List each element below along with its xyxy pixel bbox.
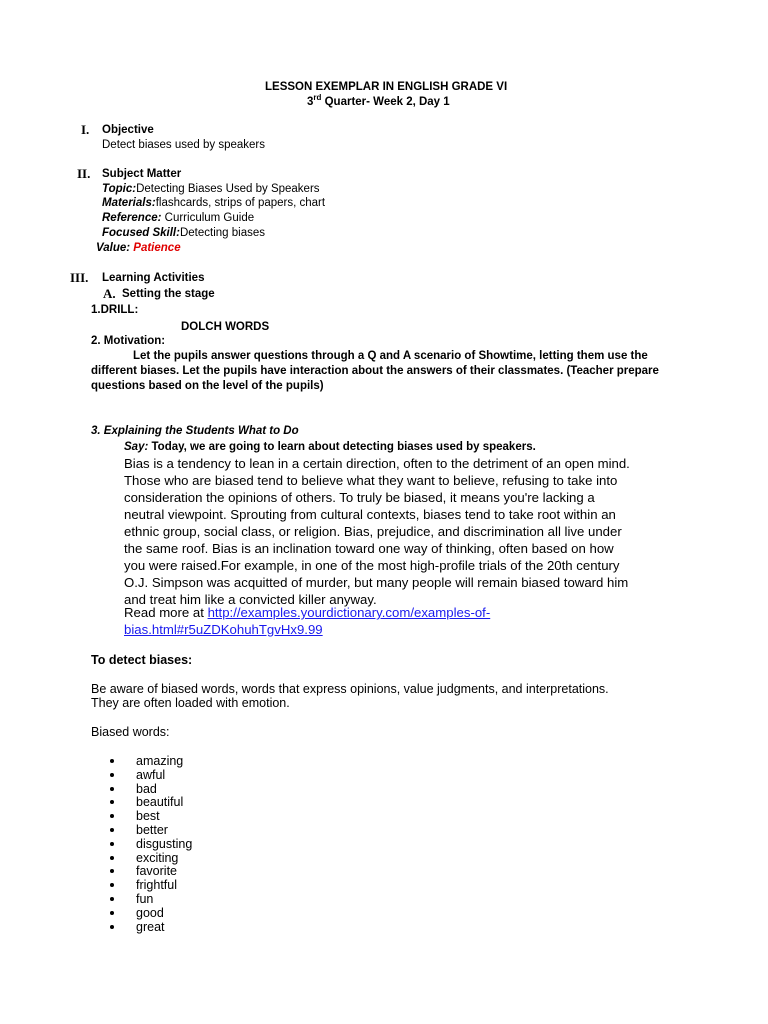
list-item: better	[136, 823, 168, 837]
bullet-dot-icon	[110, 897, 114, 901]
learning-activities-numeral: III.	[70, 270, 89, 285]
focused-skill-line: Focused Skill:Detecting biases	[102, 227, 265, 239]
objective-numeral: I.	[81, 122, 90, 137]
learning-activities-heading: Learning Activities	[102, 272, 205, 284]
biased-words-label: Biased words:	[91, 725, 170, 739]
document-title: LESSON EXEMPLAR IN ENGLISH GRADE VI	[265, 81, 508, 93]
bullet-dot-icon	[110, 759, 114, 763]
bullet-dot-icon	[110, 925, 114, 929]
motivation-line-2: different biases. Let the pupils have interaction about the answers of their classmates. (Teacher prepare	[91, 365, 659, 377]
subject-matter-heading: Subject Matter	[102, 168, 182, 180]
read-more-link-continued[interactable]: bias.html#r5uZDKohuhTgvHx9.99	[124, 622, 323, 637]
bias-line-6: the same roof. Bias is an inclination toward one way of thinking, often based on how	[124, 541, 614, 556]
bullet-dot-icon	[110, 814, 114, 818]
objective-heading: Objective	[102, 124, 154, 136]
list-item: best	[136, 809, 160, 824]
drill-content: DOLCH WORDS	[181, 321, 270, 333]
sub-a-letter: A.	[103, 286, 116, 301]
motivation-label: 2. Motivation:	[91, 335, 166, 347]
subject-matter-numeral: II.	[77, 166, 91, 181]
read-more-line: Read more at http://examples.yourdictionary.com/examples-of-	[124, 605, 491, 620]
list-item: great	[136, 919, 165, 934]
list-item: fun	[136, 892, 154, 906]
list-item: good	[136, 905, 164, 920]
bullet-dot-icon	[110, 883, 114, 887]
say-line: Say: Today, we are going to learn about detecting biases used by speakers.	[124, 441, 536, 453]
bullet-dot-icon	[110, 869, 114, 873]
bias-line-3: consideration the opinions of others. To truly be biased, it means you're lacking a	[124, 490, 595, 505]
list-item: awful	[136, 767, 166, 782]
explaining-heading: 3. Explaining the Students What to Do	[91, 425, 299, 437]
list-item: bad	[136, 781, 157, 796]
read-more-link[interactable]: http://examples.yourdictionary.com/examples-of-	[207, 605, 491, 620]
value-patience: Patience	[133, 242, 181, 254]
list-item: beautiful	[136, 795, 184, 810]
bias-line-5: ethnic group, social class, or religion. Bias, prejudice, and discrimination all live under	[124, 524, 622, 539]
list-item: exciting	[136, 850, 179, 865]
topic-line: Topic:Detecting Biases Used by Speakers	[102, 183, 320, 195]
drill-label: 1.DRILL:	[91, 304, 139, 316]
bullet-dot-icon	[110, 787, 114, 791]
reference-line: Reference: Curriculum Guide	[102, 212, 255, 224]
bias-line-1: Bias is a tendency to lean in a certain direction, often to the detriment of an open mind.	[124, 456, 630, 471]
bias-line-4: neutral viewpoint. Sprouting from cultural contexts, biases tend to take root within an	[124, 507, 616, 522]
setting-the-stage: Setting the stage	[122, 288, 215, 300]
materials-line: Materials:flashcards, strips of papers, chart	[102, 197, 326, 209]
bias-line-9: and treat him like a convicted killer anyway.	[124, 592, 377, 607]
detect-heading: To detect biases:	[91, 653, 193, 667]
motivation-line-3: questions based on the level of the pupils)	[91, 380, 324, 392]
bullet-dot-icon	[110, 800, 114, 804]
bullet-dot-icon	[110, 856, 114, 860]
value-line: Value: Patience	[96, 242, 181, 254]
read-more-link-cont	[124, 622, 323, 639]
bullet-dot-icon	[110, 828, 114, 832]
motivation-line-1: Let the pupils answer questions through a Q and A scenario of Showtime, letting them use the	[133, 350, 648, 362]
quarter-line: 3rd Quarter- Week 2, Day 1	[307, 93, 450, 108]
list-item: favorite	[136, 864, 177, 879]
bullet-dot-icon	[110, 773, 114, 777]
bias-line-2: Those who are biased tend to believe what they want to believe, refusing to take into	[124, 473, 618, 488]
list-item: amazing	[136, 754, 184, 768]
objective-text: Detect biases used by speakers	[102, 139, 266, 151]
list-item: disgusting	[136, 836, 193, 851]
bullet-dot-icon	[110, 842, 114, 846]
bullet-dot-icon	[110, 911, 114, 915]
list-item: frightful	[136, 878, 177, 893]
bias-line-7: you were raised.For example, in one of the most high-profile trials of the 20th century	[124, 558, 620, 573]
bias-line-8: O.J. Simpson was acquitted of murder, but many people will remain biased toward him	[124, 575, 629, 590]
detect-line-1: Be aware of biased words, words that express opinions, value judgments, and interpretations.	[91, 682, 609, 696]
detect-line-2: They are often loaded with emotion.	[91, 696, 290, 710]
